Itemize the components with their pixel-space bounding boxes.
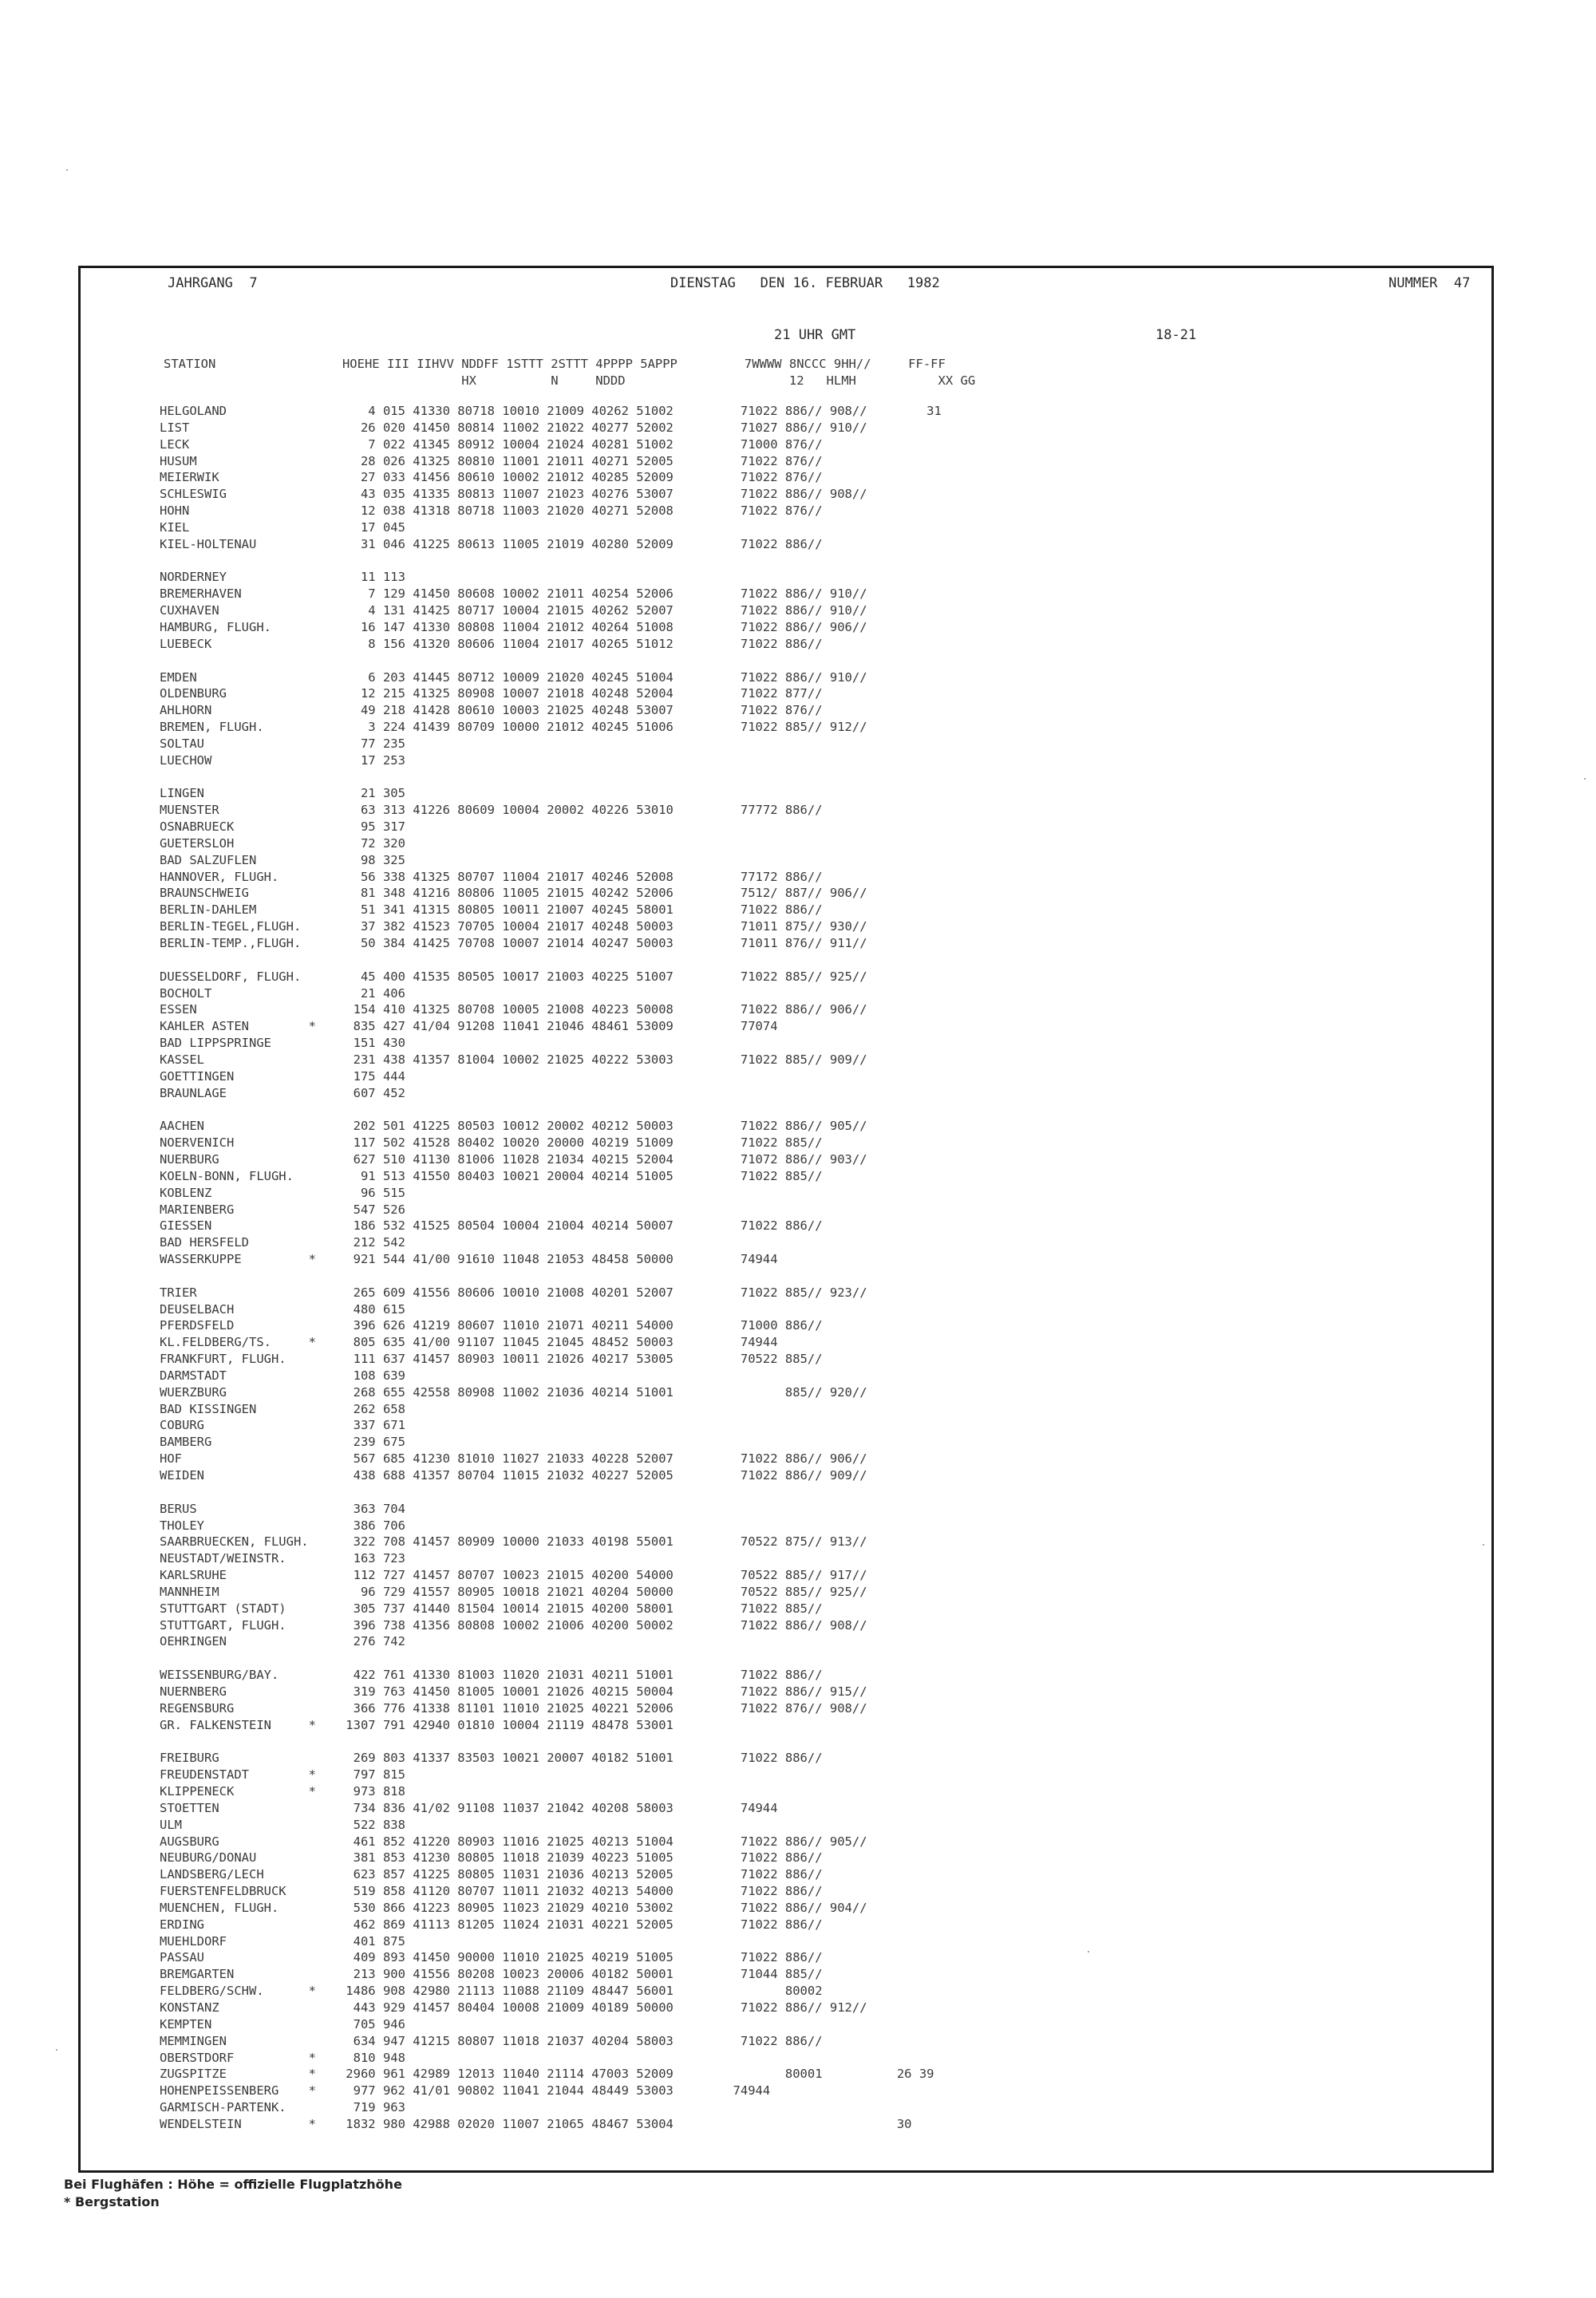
table-row: BREMEN, FLUGH. 3 224 41439 80709 10000 21012 40245 51006 71022 885// 912//	[160, 720, 867, 735]
table-row: COBURG 337 671	[160, 1418, 405, 1433]
table-row: BERLIN-TEGEL,FLUGH. 37 382 41523 70705 10004 21017 40248 50003 71011 875// 930//	[160, 919, 867, 934]
table-row: OSNABRUECK 95 317	[160, 819, 405, 835]
table-row: KARLSRUHE 112 727 41457 80707 10023 21015 40200 54000 70522 885// 917//	[160, 1568, 867, 1583]
table-row: MUEHLDORF 401 875	[160, 1933, 405, 1949]
table-row: HUSUM 28 026 41325 80810 11001 21011 40271 52005 71022 876//	[160, 453, 823, 468]
table-row: MEMMINGEN 634 947 41215 80807 11018 21037 40204 58003 71022 886//	[160, 2033, 823, 2048]
table-row: GARMISCH-PARTENK. 719 963	[160, 2100, 405, 2115]
table-row: LINGEN 21 305	[160, 786, 405, 801]
table-row: BAMBERG 239 675	[160, 1435, 405, 1450]
table-row: ESSEN 154 410 41325 80708 10005 21008 40223 50008 71022 886// 906//	[160, 1002, 867, 1017]
table-row: BREMERHAVEN 7 129 41450 80608 10002 21011 40254 52006 71022 886// 910//	[160, 586, 867, 602]
table-row: KL.FELDBERG/TS. * 805 635 41/00 91107 11045 21045 48452 50003 74944	[160, 1335, 778, 1350]
issue-number: NUMMER 47	[1389, 275, 1471, 291]
group-separator	[160, 653, 942, 669]
table-row: GR. FALKENSTEIN * 1307 791 42940 01810 10004 21119 48478 53001	[160, 1717, 674, 1732]
table-row: WENDELSTEIN * 1832 980 42988 02020 11007 21065 48467 53004 30	[160, 2116, 912, 2131]
table-row: SAARBRUECKEN, FLUGH. 322 708 41457 80909 10000 21033 40198 55001 70522 875// 913//	[160, 1534, 867, 1550]
group-separator	[160, 1734, 942, 1751]
table-row: GIESSEN 186 532 41525 80504 10004 21004 40214 50007 71022 886//	[160, 1218, 823, 1234]
scan-speck	[1088, 1951, 1089, 1953]
table-row: NUERBURG 627 510 41130 81006 11028 21034 40215 52004 71072 886// 903//	[160, 1151, 867, 1167]
table-row: BRAUNSCHWEIG 81 348 41216 80806 11005 21015 40242 52006 7512/ 887// 906//	[160, 886, 867, 901]
footnote-airports: Bei Flughäfen : Höhe = offizielle Flugplatzhöhe	[64, 2177, 402, 2192]
table-row: WEIDEN 438 688 41357 80704 11015 21032 40227 52005 71022 886// 909//	[160, 1468, 867, 1483]
table-row: KLIPPENECK * 973 818	[160, 1784, 405, 1799]
table-row: ERDING 462 869 41113 81205 11024 21031 40221 52005 71022 886//	[160, 1917, 823, 1932]
table-row: GUETERSLOH 72 320	[160, 835, 405, 851]
footnote-mountain-station: * Bergstation	[64, 2194, 160, 2209]
table-row: SOLTAU 77 235	[160, 736, 405, 751]
volume-label: JAHRGANG 7	[168, 275, 258, 291]
table-row: LIST 26 020 41450 80814 11002 21022 40277 52002 71027 886// 910//	[160, 420, 867, 435]
table-row: BERLIN-DAHLEM 51 341 41315 80805 10011 21007 40245 58001 71022 886//	[160, 902, 823, 918]
synop-table	[160, 403, 942, 2133]
table-row: KOELN-BONN, FLUGH. 91 513 41550 80403 10021 20004 40214 51005 71022 885//	[160, 1168, 823, 1183]
table-row: DUESSELDORF, FLUGH. 45 400 41535 80505 10017 21003 40225 51007 71022 885// 925//	[160, 969, 867, 984]
table-row: FREUDENSTADT * 797 815	[160, 1767, 405, 1783]
table-row: PASSAU 409 893 41450 90000 11010 21025 40219 51005 71022 886//	[160, 1950, 823, 1965]
table-row: KAHLER ASTEN * 835 427 41/04 91208 11041 21046 48461 53009 77074	[160, 1019, 778, 1034]
table-row: STUTTGART (STADT) 305 737 41440 81504 10014 21015 40200 58001 71022 885//	[160, 1601, 823, 1616]
table-row: HOHN 12 038 41318 80718 11003 21020 40271 52008 71022 876//	[160, 503, 823, 519]
table-row: BERLIN-TEMP.,FLUGH. 50 384 41425 70708 10007 21014 40247 50003 71011 876// 911//	[160, 936, 867, 950]
table-row: BERUS 363 704	[160, 1501, 405, 1516]
table-row: LANDSBERG/LECH 623 857 41225 80805 11031 21036 40213 52005 71022 886//	[160, 1867, 823, 1882]
table-row: WEISSENBURG/BAY. 422 761 41330 81003 11020 21031 40211 51001 71022 886//	[160, 1668, 823, 1683]
table-row: BAD HERSFELD 212 542	[160, 1235, 405, 1250]
table-row: DARMSTADT 108 639	[160, 1368, 405, 1383]
table-row: ULM 522 838	[160, 1817, 405, 1832]
table-row: BREMGARTEN 213 900 41556 80208 10023 20006 40182 50001 71044 885//	[160, 1967, 823, 1982]
table-row: OEHRINGEN 276 742	[160, 1634, 405, 1649]
table-row: OLDENBURG 12 215 41325 80908 10007 21018 40248 52004 71022 877//	[160, 686, 823, 701]
table-row: STUTTGART, FLUGH. 396 738 41356 80808 10002 21006 40200 50002 71022 886// 908//	[160, 1617, 867, 1633]
table-row: LECK 7 022 41345 80912 10004 21024 40281 51002 71000 876//	[160, 436, 823, 452]
table-row: BAD SALZUFLEN 98 325	[160, 852, 405, 867]
table-row: LUECHOW 17 253	[160, 752, 405, 768]
table-row: BAD LIPPSPRINGE 151 430	[160, 1036, 405, 1051]
table-row: AACHEN 202 501 41225 80503 10012 20002 40212 50003 71022 886// 905//	[160, 1119, 867, 1134]
table-row: LUEBECK 8 156 41320 80606 11004 21017 40265 51012 71022 886//	[160, 636, 823, 651]
table-row: KIEL-HOLTENAU 31 046 41225 80613 11005 21019 40280 52009 71022 886//	[160, 536, 823, 551]
table-row: BRAUNLAGE 607 452	[160, 1085, 405, 1100]
table-row: EMDEN 6 203 41445 80712 10009 21020 40245 51004 71022 886// 910//	[160, 669, 867, 685]
table-row: OBERSTDORF * 810 948	[160, 2050, 405, 2065]
table-row: HOF 567 685 41230 81010 11027 21033 40228 52007 71022 886// 906//	[160, 1451, 867, 1467]
table-row: NUERNBERG 319 763 41450 81005 10001 21026 40215 50004 71022 886// 915//	[160, 1684, 867, 1699]
table-row: TRIER 265 609 41556 80606 10010 21008 40201 52007 71022 885// 923//	[160, 1285, 867, 1300]
table-row: PFERDSFELD 396 626 41219 80607 11010 21071 40211 54000 71000 886//	[160, 1318, 823, 1333]
table-row: KONSTANZ 443 929 41457 80404 10008 21009 40189 50000 71022 886// 912//	[160, 2000, 867, 2015]
group-separator	[160, 1650, 942, 1667]
table-row: HELGOLAND 4 015 41330 80718 10010 21009 40262 51002 71022 886// 908// 31	[160, 404, 942, 418]
table-row: MUENSTER 63 313 41226 80609 10004 20002 40226 53010 77772 886//	[160, 803, 823, 818]
table-row: FELDBERG/SCHW. * 1486 908 42980 21113 11088 21109 48447 56001 80002	[160, 1984, 823, 1999]
group-separator	[160, 769, 942, 786]
group-separator	[160, 952, 942, 969]
table-row: GOETTINGEN 175 444	[160, 1068, 405, 1084]
table-row: FUERSTENFELDBRUCK 519 858 41120 80707 11011 21032 40213 54000 71022 886//	[160, 1884, 823, 1899]
scan-speck	[66, 169, 68, 171]
table-row: AUGSBURG 461 852 41220 80903 11016 21025 40213 51004 71022 886// 905//	[160, 1834, 867, 1849]
table-row: STOETTEN 734 836 41/02 91108 11037 21042 40208 58003 74944	[160, 1800, 778, 1815]
observation-time: 21 UHR GMT	[774, 327, 856, 343]
table-row: NOERVENICH 117 502 41528 80402 10020 20000 40219 51009 71022 885//	[160, 1135, 823, 1151]
table-row: KIEL 17 045	[160, 519, 405, 535]
table-row: MANNHEIM 96 729 41557 80905 10018 21021 40204 50000 70522 885// 925//	[160, 1584, 867, 1599]
table-row: CUXHAVEN 4 131 41425 80717 10004 21015 40262 52007 71022 886// 910//	[160, 603, 867, 618]
table-row: SCHLESWIG 43 035 41335 80813 11007 21023 40276 53007 71022 886// 908//	[160, 487, 867, 502]
table-row: DEUSELBACH 480 615	[160, 1301, 405, 1317]
table-row: AHLHORN 49 218 41428 80610 10003 21025 40248 53007 71022 876//	[160, 703, 823, 718]
table-row: NEUSTADT/WEINSTR. 163 723	[160, 1551, 405, 1566]
table-row: BAD KISSINGEN 262 658	[160, 1401, 405, 1416]
table-row: NORDERNEY 11 113	[160, 570, 405, 585]
table-row: NEUBURG/DONAU 381 853 41230 80805 11018 21039 40223 51005 71022 886//	[160, 1850, 823, 1866]
table-row: KASSEL 231 438 41357 81004 10002 21025 40222 53003 71022 885// 909//	[160, 1052, 867, 1067]
group-separator	[160, 1101, 942, 1118]
table-row: MEIERWIK 27 033 41456 80610 10002 21012 40285 52009 71022 876//	[160, 470, 823, 485]
table-row: HAMBURG, FLUGH. 16 147 41330 80808 11004 21012 40264 51008 71022 886// 906//	[160, 619, 867, 634]
issue-date: DIENSTAG DEN 16. FEBRUAR 1982	[670, 275, 940, 291]
table-row: BOCHOLT 21 406	[160, 985, 405, 1001]
table-row: FRANKFURT, FLUGH. 111 637 41457 80903 10011 21026 40217 53005 70522 885//	[160, 1352, 823, 1367]
table-row: FREIBURG 269 803 41337 83503 10021 20007 40182 51001 71022 886//	[160, 1751, 823, 1766]
table-row: MUENCHEN, FLUGH. 530 866 41223 80905 11023 21029 40210 53002 71022 886// 904//	[160, 1900, 867, 1915]
column-header-row-1: STATION HOEHE III IIHVV NDDFF 1STTT 2STTT 4PPPP 5APPP 7WWWW 8NCCC 9HH// FF-FF	[164, 357, 946, 371]
table-row: HANNOVER, FLUGH. 56 338 41325 80707 11004 21017 40246 52008 77172 886//	[160, 869, 823, 884]
column-header-row-2: HX N NDDD 12 HLMH XX GG	[164, 373, 976, 388]
scan-speck	[1584, 778, 1586, 780]
table-row: KOBLENZ 96 515	[160, 1185, 405, 1200]
table-row: REGENSBURG 366 776 41338 81101 11010 21025 40221 52006 71022 876// 908//	[160, 1700, 867, 1716]
table-row: KEMPTEN 705 946	[160, 2016, 405, 2031]
table-row: WASSERKUPPE * 921 544 41/00 91610 11048 21053 48458 50000 74944	[160, 1252, 778, 1267]
table-row: THOLEY 386 706	[160, 1518, 405, 1533]
table-row: ZUGSPITZE * 2960 961 42989 12013 11040 21114 47003 52009 80001 26 39	[160, 2067, 934, 2082]
group-separator	[160, 1268, 942, 1285]
scan-speck	[56, 2049, 57, 2051]
period-label: 18-21	[1156, 327, 1197, 343]
group-separator	[160, 553, 942, 570]
table-row: MARIENBERG 547 526	[160, 1202, 405, 1217]
table-row: WUERZBURG 268 655 42558 80908 11002 21036 40214 51001 885// 920//	[160, 1384, 867, 1400]
scan-speck	[1483, 1544, 1484, 1546]
group-separator	[160, 1484, 942, 1501]
table-row: HOHENPEISSENBERG * 977 962 41/01 90802 11041 21044 48449 53003 74944	[160, 2083, 771, 2099]
